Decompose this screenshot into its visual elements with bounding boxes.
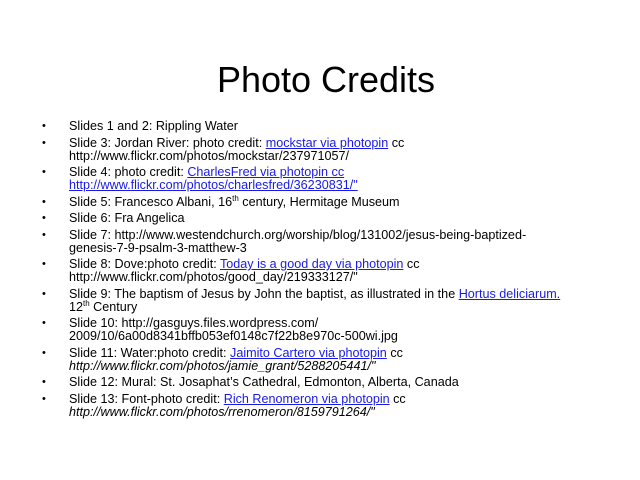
bullet-icon: •: [42, 136, 46, 149]
credit-line: [69, 137, 620, 150]
credit-text: Slide 7: http://www.westendchurch.org/worship/blog/131002/jesus-being-baptized-: [69, 227, 527, 242]
credit-link[interactable]: CharlesFred via photopin cc: [187, 165, 345, 179]
credit-url: http://www.flickr.com/photos/good_day/219333127/": [69, 270, 358, 284]
credit-line: [69, 288, 620, 301]
credit-link[interactable]: Rich Renomeron via photopin: [223, 391, 390, 406]
credit-url: http://www.flickr.com/photos/rrenomeron/8159791264/": [69, 404, 375, 419]
credit-text: Slide 12: Mural: St. Josaphat’s Cathedral, Edmonton, Alberta, Canada: [69, 375, 459, 389]
list-item: [40, 166, 620, 192]
credit-text: century, Hermitage Museum: [238, 194, 400, 209]
bullet-icon: •: [42, 195, 46, 208]
credit-link[interactable]: mockstar via photopin: [265, 135, 389, 150]
bullet-icon: •: [42, 346, 46, 359]
list-item: [40, 393, 620, 419]
bullet-icon: •: [42, 287, 46, 300]
credit-text: Slide 11: Water:photo credit:: [69, 345, 231, 360]
credit-text: Slides 1 and 2: Rippling Water: [69, 119, 238, 133]
superscript: th: [83, 298, 90, 308]
bullet-icon: •: [42, 166, 46, 178]
credit-text: Slide 8: Dove:photo credit:: [69, 257, 220, 271]
slide-title: Photo Credits: [216, 59, 436, 100]
credit-text: genesis-7-9-psalm-3-matthew-3: [69, 240, 247, 255]
credit-url: http://www.flickr.com/photos/jamie_grant/5288205441/": [69, 358, 376, 373]
credit-text: 2009/10/6a00d8341bffb053ef0148c7f22b8e970c-500wi.jpg: [69, 329, 398, 343]
list-item: [40, 193, 620, 209]
bullet-icon: •: [42, 120, 46, 132]
credit-text: Slide 13: Font-photo credit:: [69, 391, 224, 406]
credit-text: Century: [89, 299, 138, 314]
list-item: [40, 120, 620, 133]
credit-url-link[interactable]: http://www.flickr.com/photos/charlesfred/36230831/": [69, 178, 358, 192]
credit-text: Slide 5: Francesco Albani, 16: [69, 194, 233, 209]
bullet-icon: •: [42, 212, 46, 224]
list-item: [40, 258, 620, 284]
credit-text: cc: [388, 135, 405, 150]
bullet-icon: •: [42, 228, 46, 241]
credit-text: Slide 6: Fra Angelica: [69, 211, 185, 225]
bullet-icon: •: [42, 317, 46, 329]
list-item: [40, 376, 620, 389]
bullet-icon: •: [42, 258, 46, 270]
credit-url: http://www.flickr.com/photos/mockstar/237971057/: [69, 148, 349, 163]
list-item: [40, 137, 620, 163]
list-item: [40, 288, 620, 314]
credit-line: [69, 193, 620, 209]
credit-line: [69, 393, 620, 406]
list-item: [40, 347, 620, 373]
credit-link[interactable]: Today is a good day via photopin: [219, 257, 404, 271]
credit-link[interactable]: Jaimito Cartero via photopin: [230, 345, 387, 360]
credits-list: [40, 120, 620, 422]
credit-line: [69, 347, 620, 360]
credit-text: cc: [386, 345, 403, 360]
credit-text: Slide 9: The baptism of Jesus by John the baptist, as illustrated in the: [69, 286, 459, 301]
list-item: [40, 212, 620, 225]
credit-link[interactable]: Hortus deliciarum.: [458, 286, 561, 301]
credit-line: [69, 298, 620, 314]
bullet-icon: •: [42, 392, 46, 405]
credit-text: cc: [403, 257, 420, 271]
list-item: [40, 229, 620, 255]
credit-text: Slide 4: photo credit:: [69, 165, 188, 179]
credit-text: Slide 10: http://gasguys.files.wordpress.com/: [69, 316, 319, 330]
bullet-icon: •: [42, 376, 46, 388]
list-item: [40, 317, 620, 343]
credit-text: 12: [69, 299, 84, 314]
credit-text: cc: [389, 391, 406, 406]
credit-text: Slide 3: Jordan River: photo credit:: [69, 135, 266, 150]
superscript: th: [232, 193, 239, 203]
